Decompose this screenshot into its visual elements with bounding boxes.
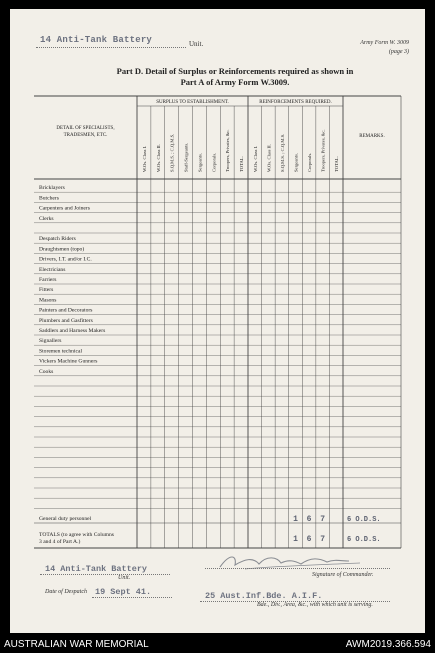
- totals-corporals: 6: [306, 535, 312, 544]
- trade-label: Drivers, I.T. and/or I.C.: [39, 256, 92, 263]
- totals-remarks: 6 O.D.S.: [347, 536, 381, 544]
- trade-label: Plumbers and Gasfitters: [39, 317, 93, 324]
- page-number: (page 3): [388, 49, 409, 55]
- surplus-column-header: Troopers, Privates, &c.: [225, 129, 231, 172]
- totals-label: TOTALS (to agree with Columns: [39, 532, 114, 538]
- despatch-date-typed: 19 Sept 41.: [95, 587, 152, 597]
- reinforcement-header: REINFORCEMENTS REQUIRED.: [259, 100, 332, 105]
- general-duty-sergeants: 1: [293, 515, 298, 524]
- trade-label: Butchers: [39, 195, 59, 202]
- trade-label: Saddlers and Harness Makers: [39, 328, 106, 334]
- trade-label: Fitters: [39, 287, 54, 294]
- general-duty-remarks: 6 O.D.S.: [347, 516, 381, 524]
- reinforcement-column-header: W.Os. Class I.: [252, 145, 258, 172]
- trade-label: Masons: [39, 297, 57, 304]
- archive-footer: [0, 636, 435, 653]
- totals-troopers: 7: [320, 535, 326, 544]
- totals-sergeants: 1: [293, 535, 298, 544]
- trade-label: Painters and Decorators: [39, 307, 93, 314]
- surplus-column-header: TOTAL.: [239, 156, 245, 172]
- footer-reference: AWM2019.366.594: [345, 639, 431, 650]
- reinforcement-column-header: S.Q.M.S. ; C.Q.M.S.: [279, 133, 285, 172]
- trade-label: Vickers Machine Gunners: [39, 358, 98, 365]
- table-text: [39, 100, 385, 545]
- trade-label: Despatch Riders: [39, 236, 76, 243]
- surplus-column-header: Sergeants.: [197, 153, 203, 172]
- surplus-column-header: S.Q.M.S. ; C.Q.M.S.: [169, 133, 175, 172]
- totals-label: 3 and 4 of Part A.): [39, 539, 81, 545]
- reinforcement-column-header: Corporals.: [307, 152, 313, 172]
- trade-label: Bricklayers: [39, 185, 65, 192]
- reinforcement-column-header: Troopers, Privates, &c.: [320, 129, 326, 172]
- unit-label: Unit.: [189, 40, 204, 48]
- reinforcement-column-header: TOTAL.: [334, 156, 340, 172]
- surplus-column-header: W.Os. Class I.: [141, 145, 147, 172]
- surplus-column-header: Corporals.: [211, 152, 217, 172]
- despatch-date-label: Date of Despatch: [45, 589, 87, 595]
- detail-header: DETAIL OF SPECIALISTS,: [56, 126, 115, 131]
- trade-label: Clerks: [39, 215, 54, 222]
- formation-label: Bde., Div., Area, &c., with which unit is serving.: [257, 602, 373, 608]
- signoff-unit-line: [40, 574, 170, 575]
- surplus-column-header: W.Os. Class II.: [155, 144, 161, 172]
- trade-label: Farriers: [39, 277, 57, 283]
- surplus-column-header: Staff-Sergeants.: [183, 142, 189, 172]
- title-line-1: Part D. Detail of Surplus or Reinforcements required as shown in: [116, 66, 354, 76]
- general-duty-corporals: 6: [306, 515, 312, 524]
- reinforcement-column-header: Sergeants.: [293, 153, 299, 172]
- form-number: Army Form W. 3009: [360, 40, 409, 46]
- title-line-2: Part A of Army Form W.3009.: [180, 77, 290, 87]
- signature-line: [205, 568, 390, 569]
- signoff-unit-typed: 14 Anti-Tank Battery: [45, 564, 148, 574]
- general-duty-label: General duty personnel: [39, 516, 92, 522]
- trade-label: Electricians: [39, 266, 66, 273]
- general-duty-troopers: 7: [320, 515, 326, 524]
- trade-label: Draughtsmen (topo): [39, 246, 85, 253]
- remarks-header: REMARKS.: [359, 134, 385, 139]
- date-line: [92, 597, 172, 598]
- surplus-header: SURPLUS TO ESTABLISHMENT.: [156, 100, 229, 105]
- unit-typed: 14 Anti-Tank Battery: [40, 35, 153, 45]
- footer-institution: AUSTRALIAN WAR MEMORIAL: [4, 639, 149, 650]
- signature-label: Signature of Commander.: [312, 572, 374, 578]
- trade-label: Signallers: [39, 338, 62, 345]
- signoff-unit-label: Unit.: [118, 575, 131, 581]
- trade-label: Cooks: [39, 368, 54, 375]
- trade-label: Storemen technical: [39, 348, 83, 355]
- reinforcement-column-header: W.Os. Class II.: [266, 144, 272, 172]
- trade-label: Carpenters and Joiners: [39, 205, 90, 212]
- formation-typed: 25 Aust.Inf.Bde. A.I.F.: [205, 591, 323, 601]
- detail-header: TRADESMEN, ETC.: [63, 133, 108, 138]
